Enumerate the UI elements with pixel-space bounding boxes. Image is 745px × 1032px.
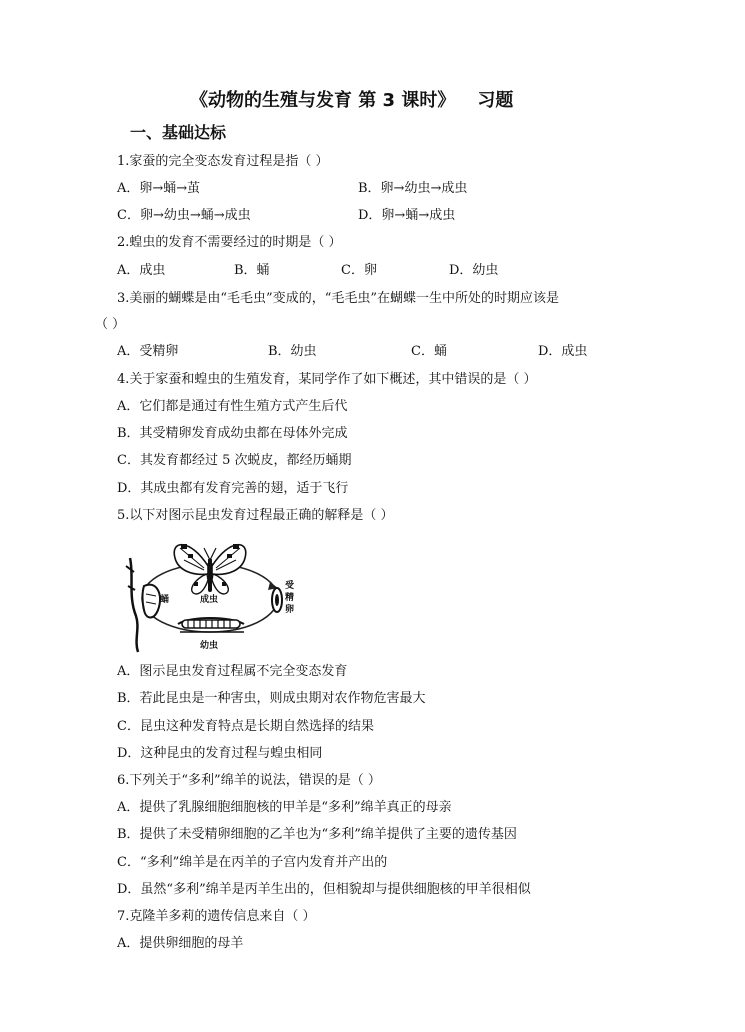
q3-option-b: B．幼虫 [268,344,317,359]
label-adult: 成虫 [200,595,219,605]
q6-stem: 6.下列关于“多利”绵羊的说法，错误的是（ ） [117,773,381,788]
q5-option-c: C．昆虫这种发育特点是长期自然选择的结果 [117,719,374,734]
q6-option-a: A．提供了乳腺细胞细胞核的甲羊是“多利”绵羊真正的母亲 [117,800,452,815]
q5-option-b: B．若此昆虫是一种害虫，则成虫期对农作物危害最大 [117,691,426,706]
page-title: 《动物的生殖与发育 第 3 课时》 习题 [190,90,514,111]
label-egg-1: 受 [285,581,295,591]
q3-paren: （ ） [95,317,126,332]
q1-stem: 1.家蚕的完全变态发育过程是指（ ） [117,154,329,169]
pupa-icon [126,558,160,652]
q2-option-c: C．卵 [341,263,377,278]
egg-icon [272,588,282,612]
q4-option-a: A．它们都是通过有性生殖方式产生后代 [117,399,348,414]
q4-option-d: D．其成虫都有发育完善的翅，适于飞行 [117,481,349,496]
q2-option-d: D．幼虫 [449,263,499,278]
q2-stem: 2.蝗虫的发育不需要经过的时期是（ ） [117,235,342,250]
q7-stem: 7.克隆羊多莉的遗传信息来自（ ） [117,909,316,924]
q3-option-c: C．蛹 [411,344,447,359]
q5-option-a: A．图示昆虫发育过程属不完全变态发育 [117,664,348,679]
q5-option-d: D．这种昆虫的发育过程与蝗虫相同 [117,746,323,761]
butterfly-life-cycle-figure [120,536,300,656]
q1-option-b: B．卵→幼虫→成虫 [358,181,468,196]
q6-option-d: D．虽然“多利”绵羊是丙羊生出的，但相貌却与提供细胞核的甲羊很相似 [117,882,531,897]
butterfly-adult-icon [174,544,246,594]
q5-stem: 5.以下对图示昆虫发育过程最正确的解释是（ ） [117,508,394,523]
label-larva: 幼虫 [200,641,219,651]
section-heading: 一、基础达标 [130,123,227,142]
q2-option-a: A．成虫 [117,263,166,278]
q3-stem: 3.美丽的蝴蝶是由“毛毛虫”变成的，“毛毛虫”在蝴蝶一生中所处的时期应该是 [117,291,559,306]
q4-option-b: B．其受精卵发育成幼虫都在母体外完成 [117,426,348,441]
q4-option-c: C．其发育都经过 5 次蜕皮，都经历蛹期 [117,453,352,468]
q3-option-a: A．受精卵 [117,344,179,359]
q1-option-a: A．卵→蛹→茧 [117,181,201,196]
label-egg-2: 精 [285,593,295,603]
q6-option-c: C．“多利”绵羊是在丙羊的子宫内发育并产出的 [117,855,388,870]
q4-stem: 4.关于家蚕和蝗虫的生殖发育，某同学作了如下概述，其中错误的是（ ） [117,372,537,387]
q3-option-d: D．成虫 [538,344,588,359]
label-egg-3: 卵 [285,605,295,615]
q1-option-d: D．卵→蛹→成虫 [358,208,456,223]
q7-option-a: A．提供卵细胞的母羊 [117,936,244,951]
q6-option-b: B．提供了未受精卵细胞的乙羊也为“多利”绵羊提供了主要的遗传基因 [117,827,517,842]
label-pupa: 蛹 [160,595,170,605]
q1-option-c: C．卵→幼虫→蛹→成虫 [117,208,251,223]
q2-option-b: B．蛹 [234,263,270,278]
